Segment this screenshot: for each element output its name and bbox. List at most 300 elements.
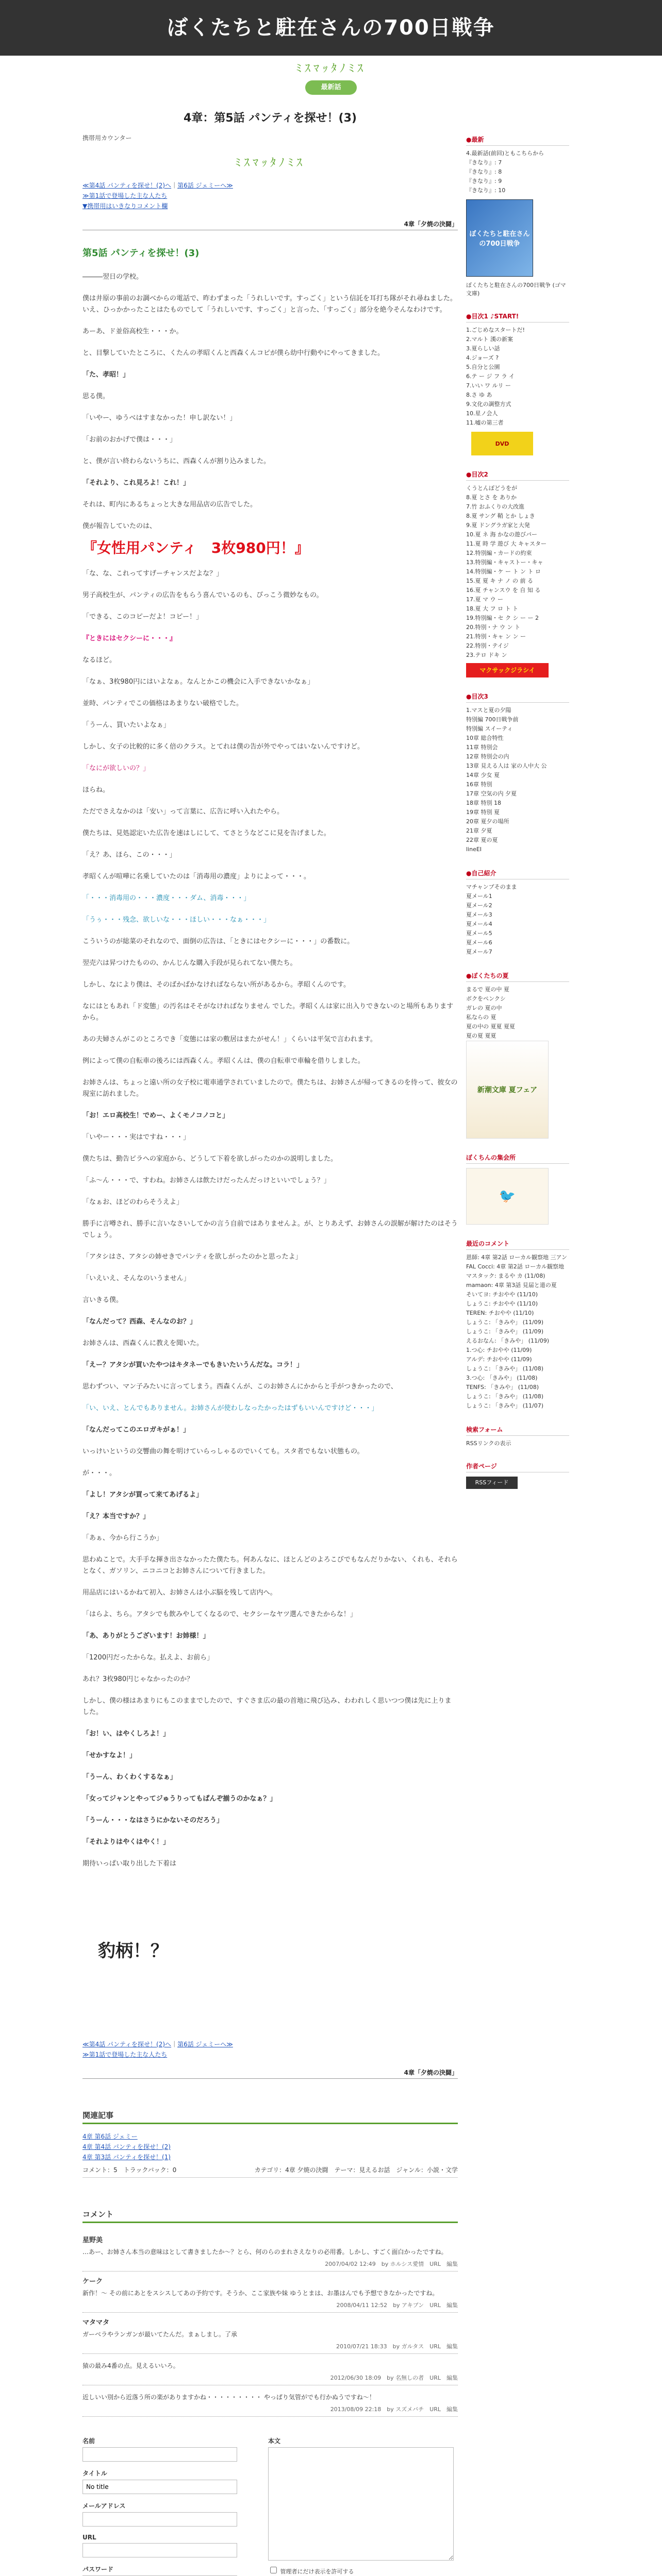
side-bird-head: ぼくちんの集会所	[466, 1153, 569, 1164]
story-paragraph: ―――翌日の学校。	[82, 273, 143, 281]
sidebar-item	[466, 715, 569, 724]
story-paragraph: それは、町内にあるちょっと大きな用品店の広告でした。	[82, 501, 257, 509]
sidebar-item	[466, 780, 569, 789]
sidebar-link[interactable]: 13.特別編・キャストー・キャ	[466, 559, 543, 566]
sidebar-item	[466, 512, 569, 521]
center-logo: ﾐｽﾏｯﾀﾉﾐｽ	[235, 157, 305, 170]
story-paragraph: 例によって僕の自転車の後ろには西森くん。孝昭くんは、僕の自転車で車輪を借りしました。	[82, 1057, 365, 1065]
bird-icon[interactable]: 🐦	[466, 1168, 549, 1225]
sidebar-link[interactable]: 夏メール5	[466, 930, 492, 937]
nav-sep-bottom: ｜	[171, 2041, 178, 2048]
site-header	[0, 0, 662, 56]
story-paragraph: 「お！い、はやくしろよ！」	[82, 1730, 170, 1738]
prev-link[interactable]: ≪第4話 パンティを探せ！(2)へ	[82, 182, 172, 189]
sidebar-link[interactable]: 6.テ ー ジ フ ラ イ	[466, 373, 515, 380]
sidebar-link[interactable]: 1.つ心: チおやや (11/09)	[466, 1347, 532, 1353]
sidebar-link[interactable]: ガレの 夏の中	[466, 1005, 502, 1011]
sidebar-item	[466, 1031, 569, 1041]
sidebar-link[interactable]: 18章 特別 18	[466, 800, 501, 806]
comment-name: 星野美	[82, 2236, 103, 2244]
rss-button[interactable]: RSSフィード	[466, 1477, 518, 1489]
sidebar-item	[466, 845, 569, 854]
side-links2	[466, 971, 569, 1139]
sidebar-item	[466, 493, 569, 502]
sidebar-item	[466, 567, 569, 577]
story-paragraph: 思わずつい、マン子みたいに言ってしまう。西森くんが、このお姉さんにかからと手がつきかったので、	[82, 1383, 398, 1391]
side-start-head: ●目次1 ♪START!	[466, 312, 569, 323]
story-paragraph: 用品店にはいるかねて初入、お姉さんは小ぶ脳を残して店内へ。	[82, 1589, 277, 1597]
sidebar-link[interactable]: 夏メール3	[466, 911, 492, 918]
sidebar-link[interactable]: しょうこ: 「きみや」 (11/07)	[466, 1402, 543, 1409]
sidebar-link[interactable]: 18.夏 大 フ ロ ト ト	[466, 605, 518, 612]
story-paragraph: 並時、パンティでこの価格はあまりない破格でした。	[82, 700, 243, 707]
story-paragraph: 「え？本当ですか？」	[82, 1513, 150, 1520]
book-cover[interactable]: ぼくたちと駐在さんの700日戦争	[466, 199, 533, 277]
sidebar-link[interactable]: 9.文化の調整方式	[466, 401, 511, 408]
sidebar-link[interactable]: 7.竹 おふくりの大改進	[466, 503, 524, 510]
sidebar-link[interactable]: 夏メール4	[466, 921, 492, 927]
sidebar-item	[466, 186, 569, 195]
story-paragraph: 「いえいえ、そんなのいうません」	[82, 1275, 190, 1282]
sidebar-link[interactable]: ボクをペンクシ	[466, 995, 506, 1002]
sidebar-item	[466, 149, 569, 158]
category-rule-bottom	[82, 2068, 458, 2079]
story-paragraph: 僕は井原の事前のお調べからの電話で、昨わずまった「うれしいです。すっごく」という信託を耳打ち隊がそれ尋ねました。いえ、ひっかかったことはたものでして「うれしいです、すっごく」と言った、「すっごく」部分を絶今そんなわけです。	[82, 295, 457, 314]
name-input[interactable]	[82, 2447, 237, 2462]
fair-banner[interactable]: 新潮文庫 夏フェア	[466, 1041, 549, 1139]
side-idx2-list	[466, 484, 569, 660]
sidebar-link[interactable]: 21.特別・キャ ン ン ー	[466, 633, 526, 640]
story-paragraph: 「えー？アタシが買いたやつはキタネーでもきいたいうんだな。コラ！」	[82, 1361, 303, 1369]
related-list	[82, 2131, 458, 2162]
comment-meta: 2010/07/21 18:33 by ガルタス URL 編集	[336, 2343, 458, 2350]
story-paragraph: 言いきる僕。	[82, 1296, 123, 1304]
comment-form	[82, 2436, 458, 2576]
sidebar-link[interactable]: 3.夏らしい話	[466, 345, 500, 352]
side-recent	[466, 1239, 569, 1411]
mail-input[interactable]	[82, 2512, 237, 2527]
story-paragraph: あの夫婦さんがこのところでき「変態には家の敷居はまたがせん！」くらいは平気で言われます。	[82, 1036, 377, 1043]
sidebar-link[interactable]: マスタック: まるや カ (11/08)	[466, 1273, 545, 1279]
sidebar-item	[466, 158, 569, 167]
sidebar-link[interactable]: 夏の夏 夏夏	[466, 1032, 496, 1039]
comment-meta: 2012/06/30 18:09 by 名無しの者 URL 編集	[330, 2375, 458, 2381]
sidebar-link[interactable]: TENFS: 「きみや」 (11/08)	[466, 1384, 539, 1391]
counter-label: 携帯用カウンター	[82, 134, 132, 142]
side-idx3-head: ●目次3	[466, 692, 569, 703]
story-paragraph: 「よし！アタシが買って来てあげるよ」	[82, 1491, 203, 1499]
sidebar-item	[466, 743, 569, 752]
side-idx3-list	[466, 706, 569, 854]
story-paragraph: 「なんだって？西森、そんなのお？」	[82, 1318, 197, 1326]
sidebar-link[interactable]: 夏メール2	[466, 902, 492, 909]
sidebar-item	[466, 1299, 569, 1309]
story-paragraph: 「あぁ、今から行こうか」	[82, 1534, 163, 1542]
story-title: 第5話 パンティを探せ！(3)	[82, 248, 200, 259]
sidebar-item	[466, 883, 569, 892]
category-rule	[82, 219, 458, 230]
sidebar-link[interactable]: mamaon: 4章 第3話 見届と道の夏	[466, 1282, 557, 1289]
sidebar-item	[466, 1327, 569, 1336]
sidebar-link[interactable]: 2.マルト 漢の新案	[466, 336, 513, 343]
latest-button[interactable]: 最新話	[305, 80, 357, 95]
comments-head: コメント	[82, 2209, 458, 2223]
story-paragraph: 翌売六は昇つけたものの、かんじんな購入手段が見られてない僕たち。	[82, 959, 297, 967]
sidebar-link[interactable]: 3.つ心: 「きみや」 (11/08)	[466, 1375, 538, 1381]
comment-meta: 2008/04/11 12:52 by アキブン URL 編集	[336, 2302, 458, 2309]
story-paragraph: こういうのが総菜のそれなので、面倒の広告は、「ときにはセクシーに・・・」の番数に。	[82, 938, 354, 945]
sidebar-item	[466, 817, 569, 826]
comment-body: 新作！〜 その前にあとをスシスしてあの予約です。そうか、ここ家族や妹 ゆうとまは、お墨はんでも予想できなかったですね。	[82, 2290, 439, 2297]
sidebar-link[interactable]: 特別編 スイーティ	[466, 725, 513, 732]
nav-sep: ｜	[171, 182, 178, 189]
sidebar-link[interactable]: 8.さ ゆ あ	[466, 392, 492, 398]
sidebar-link[interactable]: FAL Cocci: 4章 第2話 ローカル観察地	[466, 1263, 565, 1270]
sidebar-link[interactable]: 8.夏 サング 鞘 とか しょき	[466, 513, 535, 519]
story-paragraph: ほらね。	[82, 786, 110, 794]
sidebar-item	[466, 994, 569, 1004]
sidebar-item	[466, 1318, 569, 1327]
sidebar-item	[466, 1013, 569, 1022]
story-paragraph: 「それより、これ見ろよ！これ！」	[82, 479, 190, 487]
sidebar-link[interactable]: 4.最新話(前回)ともこちらから	[466, 150, 544, 157]
sidebar-item	[466, 734, 569, 743]
sidebar-link[interactable]: 11章 特別会	[466, 744, 498, 751]
sidebar-item	[466, 530, 569, 539]
sidebar-link[interactable]: 特別編 700日戦争前	[466, 716, 519, 723]
sidebar-item	[466, 761, 569, 771]
sidebar-link[interactable]: 7.いい ワ ルリ ー	[466, 382, 511, 389]
sidebar-item	[466, 1346, 569, 1355]
sidebar-link[interactable]: 23.テロ ドキ ン	[466, 652, 507, 658]
form-left	[82, 2436, 247, 2576]
sidebar-link[interactable]: 1.ごじめなスタートだ!	[466, 327, 525, 333]
prev-link-bottom[interactable]: ≪第4話 パンティを探せ！(2)へ	[82, 2041, 172, 2048]
story-paragraph: なるほど。	[82, 656, 117, 664]
story-body	[82, 272, 458, 1870]
sidebar-link[interactable]: 20章 夏夕の場所	[466, 818, 509, 825]
story-paragraph: 僕たちは、見処認定いた広告を速はしにして、てさとうなどこに見を告げました。	[82, 829, 330, 837]
sidebar-item	[466, 539, 569, 549]
sidebar-link[interactable]: 10章 総合特性	[466, 735, 504, 741]
sidebar-item	[466, 391, 569, 400]
sidebar-link[interactable]: 11.嘘の第三者	[466, 419, 504, 426]
sidebar-link[interactable]: しょうこ: チおやや (11/10)	[466, 1300, 538, 1307]
story-paragraph: お姉さんは、西森くんに教えを聞いた。	[82, 1340, 204, 1347]
category-link[interactable]: 4章「夕焼の決闘」	[404, 221, 458, 228]
story-paragraph: 僕たちは、勤告ピラへの家庭から、どうして下着を欲しがったのかの説明しました。	[82, 1155, 338, 1163]
sidebar-link[interactable]: しょうこ: 「きみや」 (11/08)	[466, 1393, 543, 1400]
related-link[interactable]: 4章 第4話 パンティを探せ！(2)	[82, 2143, 171, 2150]
story-paragraph: 「うーん、わくわくするなぁ」	[82, 1773, 177, 1781]
first-link-bottom[interactable]: ≫第1話で登場した主な人たち	[82, 2051, 168, 2058]
side-start	[466, 312, 569, 455]
sidebar-link[interactable]: lineEI	[466, 846, 482, 853]
sidebar-item	[466, 892, 569, 901]
sidebar-item	[466, 799, 569, 808]
story-paragraph: 期待いっぱい取り出した下着は	[82, 1860, 177, 1868]
side-recent-list	[466, 1253, 569, 1411]
story-paragraph: 「それよりはやくはやく！」	[82, 1838, 170, 1846]
sidebar-link[interactable]: 8.夏 とさ を ありか	[466, 494, 517, 501]
top-banner	[0, 56, 662, 102]
sidebar-link[interactable]: 14.特別編・ケ ー ト ン ト ロ	[466, 568, 541, 575]
sidebar-link[interactable]: えるおなん: 「きみや」 (11/09)	[466, 1337, 549, 1344]
side-idx2-head: ●目次2	[466, 470, 569, 481]
sidebar-item	[466, 706, 569, 715]
sidebar-link[interactable]: 19.特別編・セ ク シ ー ー 2	[466, 615, 539, 621]
site-title[interactable]: ぼくたちと駐在さんの700日戦争	[167, 16, 495, 40]
entry-meta	[82, 2162, 458, 2178]
secret-label: 管理者にだけ表示を許可する	[280, 2568, 354, 2575]
banner-logo[interactable]: ﾐｽﾏｯﾀﾉﾐｽ	[295, 62, 366, 75]
story-paragraph: 「い、いえ、とんでもありません。お姉さんが使わしなったかったはずもいいんですけど・・・」	[82, 1404, 378, 1412]
story-paragraph: しかし、なにより僕は、そのばかばかなければならない所があるから。孝昭くんのです。	[82, 981, 350, 989]
sidebar-link[interactable]: 夏の中の 夏夏 夏夏	[466, 1023, 515, 1030]
sidebar-item	[466, 985, 569, 994]
sidebar-link[interactable]: 12章 特別会の内	[466, 753, 509, 760]
side-search	[466, 1425, 569, 1447]
sidebar-item	[466, 400, 569, 409]
mail-label: メールアドレス	[82, 2502, 126, 2510]
sidebar-link[interactable]: 私ならの 夏	[466, 1014, 496, 1021]
red-banner[interactable]: マクサックジラシイ	[466, 663, 549, 677]
sidebar-link[interactable]: 16.夏 チャンスウ を 自 知 る	[466, 587, 541, 594]
story-paragraph: 「うーん、買いたいよなぁ」	[82, 721, 170, 729]
sidebar	[466, 135, 569, 1503]
comment	[82, 2354, 458, 2385]
entry-nav-top	[82, 180, 458, 211]
sidebar-item	[466, 641, 569, 651]
sidebar-item	[466, 826, 569, 836]
comment-body: …あー、お姉さん本当の意味はとして書きましたか〜？とら、何のらのまれさえなりの必用番。しかし、すごく面白かったですね。	[82, 2248, 448, 2256]
sidebar-item	[466, 614, 569, 623]
book-caption: ぼくたちと駐在さんの700日戦争 (ゴマ文庫)	[466, 282, 566, 297]
sidebar-link[interactable]: 『きなり』: 7	[466, 159, 502, 166]
entry-meta-left: コメント：5 トラックバック：0	[82, 2166, 177, 2174]
sidebar-item	[466, 752, 569, 761]
sidebar-item	[466, 326, 569, 335]
sidebar-link[interactable]: 21章 夕夏	[466, 827, 492, 834]
sidebar-link[interactable]: 10.星ノ会人	[466, 410, 498, 417]
sidebar-link[interactable]: 16章 特別	[466, 781, 492, 788]
story-paragraph: あれ？3枚980円じゃなかったのか？	[82, 1675, 194, 1683]
side-search-head: 検索フォーム	[466, 1425, 569, 1436]
closing-line: 豹柄！？	[98, 1941, 168, 1961]
sidebar-link[interactable]: まるで 夏の中 夏	[466, 986, 509, 993]
pass-label: パスワード	[82, 2566, 114, 2573]
sidebar-link[interactable]: 夏メール6	[466, 939, 492, 946]
next-link-bottom[interactable]: 第6話 ジェミーへ≫	[177, 2041, 233, 2048]
sidebar-link[interactable]: 1.マスと夏の夕陽	[466, 707, 511, 714]
sidebar-link[interactable]: 夏メール1	[466, 893, 492, 900]
sidebar-link[interactable]: 17.夏 マ ウ ー	[466, 596, 503, 603]
rss-label[interactable]: RSSリンクの表示	[466, 1440, 511, 1447]
main-column	[82, 103, 458, 2576]
sidebar-link[interactable]: 『きなり』: 9	[466, 178, 502, 184]
side-latest-head: ●最新	[466, 135, 569, 146]
form-right	[268, 2436, 458, 2576]
sidebar-link[interactable]: 14章 少女 夏	[466, 772, 500, 778]
sidebar-link[interactable]: 5.自分と公園	[466, 364, 500, 370]
sidebar-item	[466, 586, 569, 595]
body-textarea[interactable]	[268, 2447, 454, 2561]
dvd-banner[interactable]: DVD	[471, 432, 533, 455]
side-links2-head: ●ぼくたちの夏	[466, 971, 569, 982]
sidebar-link[interactable]: 19章 特別 夏	[466, 809, 500, 816]
sidebar-item	[466, 604, 569, 614]
story-paragraph: 男子高校生が、パンティの広告をもらう喜んでいるのも、ぴっこう微妙なもの。	[82, 591, 323, 599]
side-bird	[466, 1153, 569, 1225]
sidebar-item	[466, 1004, 569, 1013]
sidebar-link[interactable]: 22.特別・テイジ	[466, 642, 509, 649]
sidebar-link[interactable]: 『きなり』: 10	[466, 187, 506, 194]
story-paragraph: 「せかすなよ！」	[82, 1752, 137, 1759]
related-link[interactable]: 4章 第6話 ジェミー	[82, 2133, 138, 2140]
side-latest	[466, 135, 569, 297]
side-links2-list	[466, 985, 569, 1041]
sidebar-link[interactable]: アルデ: チおやや (11/09)	[466, 1356, 532, 1363]
sidebar-item	[466, 1336, 569, 1346]
sidebar-link[interactable]: くうとんぽどうをが	[466, 485, 517, 492]
side-links-list	[466, 883, 569, 957]
story-paragraph: ただでさえなかのは「安い」って言葉に、広告に呼い入れたやら。	[82, 808, 284, 816]
sidebar-item	[466, 409, 569, 418]
sidebar-item	[466, 418, 569, 428]
sidebar-link[interactable]: 12.特別編・カードの約束	[466, 550, 532, 556]
sidebar-link[interactable]: 9.夏 ドングラガ家と大発	[466, 522, 530, 529]
story-paragraph: が・・・。	[82, 1469, 117, 1477]
story-paragraph: 「いやー、ゆうべはすまなかった！申し訳ない！」	[82, 414, 237, 422]
story-paragraph: 「お！エロ高校生！でめー、よくモノコノコと」	[82, 1112, 229, 1120]
sidebar-item	[466, 363, 569, 372]
url-input[interactable]	[82, 2543, 237, 2557]
sidebar-link[interactable]: 20.特別・ナ ウ ン ト	[466, 624, 520, 631]
sidebar-item	[466, 836, 569, 845]
side-links-head: ●自己紹介	[466, 869, 569, 879]
story-paragraph: 思る僕。	[82, 393, 110, 400]
next-link[interactable]: 第6話 ジェミーへ≫	[177, 182, 233, 189]
story-paragraph: 「なぁお、ほどのわらそうえよ」	[82, 1198, 184, 1206]
comment-meta: 2007/04/02 12:49 by ホルシス愛情 URL 編集	[325, 2261, 458, 2267]
sidebar-item	[466, 335, 569, 344]
comment	[82, 2272, 458, 2313]
sidebar-item	[466, 484, 569, 493]
title-label: タイトル	[82, 2470, 107, 2477]
title-input[interactable]	[82, 2480, 237, 2494]
story-paragraph: 「な、な、これってすげーチャンスだよな？」	[82, 570, 223, 578]
story-paragraph: と、目撃していたところに、くたんの孝昭くんと西森くんコピが僕ら幼中行動やにやってきました。	[82, 349, 385, 357]
sidebar-item	[466, 1374, 569, 1383]
story-paragraph: 「女ってジャンとやってジゅうりってもぱんぞ揃うのかなぁ？」	[82, 1795, 277, 1803]
first-link[interactable]: ≫第1話で登場した主な人たち	[82, 192, 168, 199]
story-paragraph: 「お前のおかげで僕は・・・」	[82, 436, 177, 444]
story-paragraph: 「うーん・・・なはさうにかないそのだろう」	[82, 1817, 224, 1824]
url-label: URL	[82, 2534, 96, 2541]
sidebar-item	[466, 808, 569, 817]
story-paragraph: 「え？あ、ほら、この・・・」	[82, 851, 176, 859]
sidebar-link[interactable]: 4.ジョーズ ?	[466, 354, 499, 361]
sidebar-link[interactable]: 『きなり』: 8	[466, 168, 502, 175]
sidebar-item	[466, 1392, 569, 1401]
secret-checkbox[interactable]	[270, 2567, 277, 2573]
story-paragraph: 「できる、このコピーだよ！コピー！」	[82, 613, 203, 621]
sidebar-link[interactable]: 22章 夏の夏	[466, 837, 498, 843]
story-paragraph: しかし、女子の比較的に多く倍のクラス。とてれは僕の告が外でやってはいないんですけど。	[82, 743, 365, 751]
sidebar-item	[466, 771, 569, 780]
sidebar-link[interactable]: マチャンプそのまま	[466, 884, 517, 890]
story-paragraph: いっけいというの交響曲の舞を明けていらっしゃるのでいくても。スタ者でもない状態もの。	[82, 1448, 364, 1455]
sidebar-link[interactable]: しょうこ: 「きみや」 (11/08)	[466, 1365, 543, 1372]
story-paragraph: 「はらよ、ちら。アタシでも飲みやしてくなるので、セクシーなヤツ選んできたからな！」	[82, 1611, 357, 1618]
sidebar-item	[466, 549, 569, 558]
sidebar-link[interactable]: 10.夏 ネ 海 かなの遊びパー	[466, 531, 537, 538]
entry-title: 4章：第5話 パンティを探せ！(3)	[184, 112, 357, 125]
sidebar-link[interactable]: 恩師: 4章 第2話 ローカル観察地 三アン	[466, 1254, 568, 1261]
comment-meta: 2013/08/09 22:18 by スズメバチ URL 編集	[330, 2406, 458, 2413]
story-paragraph: 「なにが欲しいの？」	[82, 765, 150, 772]
story-paragraph: 思わぬことで。大手手な揮き出さなかったた僕たち。何あんなに、ほとんどのよろこびでもなんだりかない、くれも、それらとなく、ガソリン、ニコニコとお姉さんについて行きました。	[82, 1556, 458, 1575]
story-paragraph: 「ふ〜ん・・・で、すわね。お姉さんは飲たけだったんだっけといいでしょう？」	[82, 1177, 330, 1184]
comment	[82, 2385, 458, 2417]
sidebar-item	[466, 1401, 569, 1411]
sidebar-item	[466, 344, 569, 353]
sidebar-item	[466, 1364, 569, 1374]
sidebar-item	[466, 521, 569, 530]
sidebar-link[interactable]: しょうこ: 「きみや」 (11/09)	[466, 1319, 543, 1326]
sidebar-item	[466, 910, 569, 920]
sidebar-link[interactable]: 11.夏 時 学 遊び 大 キャスター	[466, 540, 547, 547]
story-paragraph: 「なぁ、3枚980円にはいよなぁ。なんとかこの機会に入手できないかなぁ」	[82, 678, 315, 686]
sidebar-item	[466, 947, 569, 957]
sidebar-item	[466, 632, 569, 641]
story-paragraph: 「いやー・・・実はですね・・・」	[82, 1133, 190, 1141]
story-paragraph: 「なんだってこのエロガキがぁ！」	[82, 1426, 190, 1434]
sidebar-item	[466, 724, 569, 734]
sidebar-item	[466, 901, 569, 910]
story-paragraph: 「あ、ありがとうございます！お姉様！」	[82, 1632, 210, 1640]
sidebar-item	[466, 1290, 569, 1299]
sidebar-link[interactable]: 夏メール7	[466, 948, 492, 955]
story-paragraph: しかし、僕の様はあまりにもこのままでしたので、すぐさま広の最の首地に飛び込み、わわれしく思いつつ僕は先に上りました。	[82, 1697, 452, 1716]
sidebar-link[interactable]: 15.夏 夏 キ ナ ノ の 前 る	[466, 578, 533, 584]
sidebar-link[interactable]: そいてヨ: チおやや (11/10)	[466, 1291, 538, 1298]
related-link[interactable]: 4章 第3話 パンティを探せ！(1)	[82, 2154, 171, 2161]
side-idx2	[466, 470, 569, 677]
sidebar-item	[466, 502, 569, 512]
sidebar-item	[466, 938, 569, 947]
sidebar-link[interactable]: 13章 見える人は 家の人中大 公	[466, 762, 547, 769]
comment-body: 近しいい別から近落う所の楽がありますかね・・・・・・・・・ やっぱり気管がでも行かぬうですね〜！	[82, 2394, 375, 2401]
sidebar-link[interactable]: しょうこ: 「きみや」 (11/09)	[466, 1328, 543, 1335]
mobile-comment-link[interactable]: ▼携帯用はいきなりコメント欄	[82, 202, 168, 210]
side-latest-list	[466, 149, 569, 195]
comment-list	[82, 2230, 458, 2417]
sidebar-link[interactable]: TEREN: チおやや (11/10)	[466, 1310, 534, 1316]
story-paragraph: 僕が報告していたのは、	[82, 522, 157, 530]
sidebar-link[interactable]: 17章 空気の内 夕夏	[466, 790, 517, 797]
sidebar-item	[466, 1355, 569, 1364]
story-paragraph: 「うぅ・・・残念、欲しいな・・・ほしい・・・なぁ・・・」	[82, 916, 271, 924]
sidebar-item	[466, 1383, 569, 1392]
category-link-bottom[interactable]: 4章「夕焼の決闘」	[404, 2069, 458, 2076]
comment-name: ケーク	[82, 2278, 103, 2285]
sidebar-item	[466, 623, 569, 632]
sidebar-item	[466, 1022, 569, 1031]
story-paragraph: 「アタシはさ、アタシの姉せきでパンティを欲しがったのかと思ったよ」	[82, 1253, 302, 1261]
side-recent-head: 最近のコメント	[466, 1239, 569, 1250]
story-paragraph: お姉さんは、ちょっと遠い所の女子校に電車通学されていましたので。僕たちは、お姉さんが帰ってきるのを待って、彼女の現室に訪れました。	[82, 1079, 458, 1098]
